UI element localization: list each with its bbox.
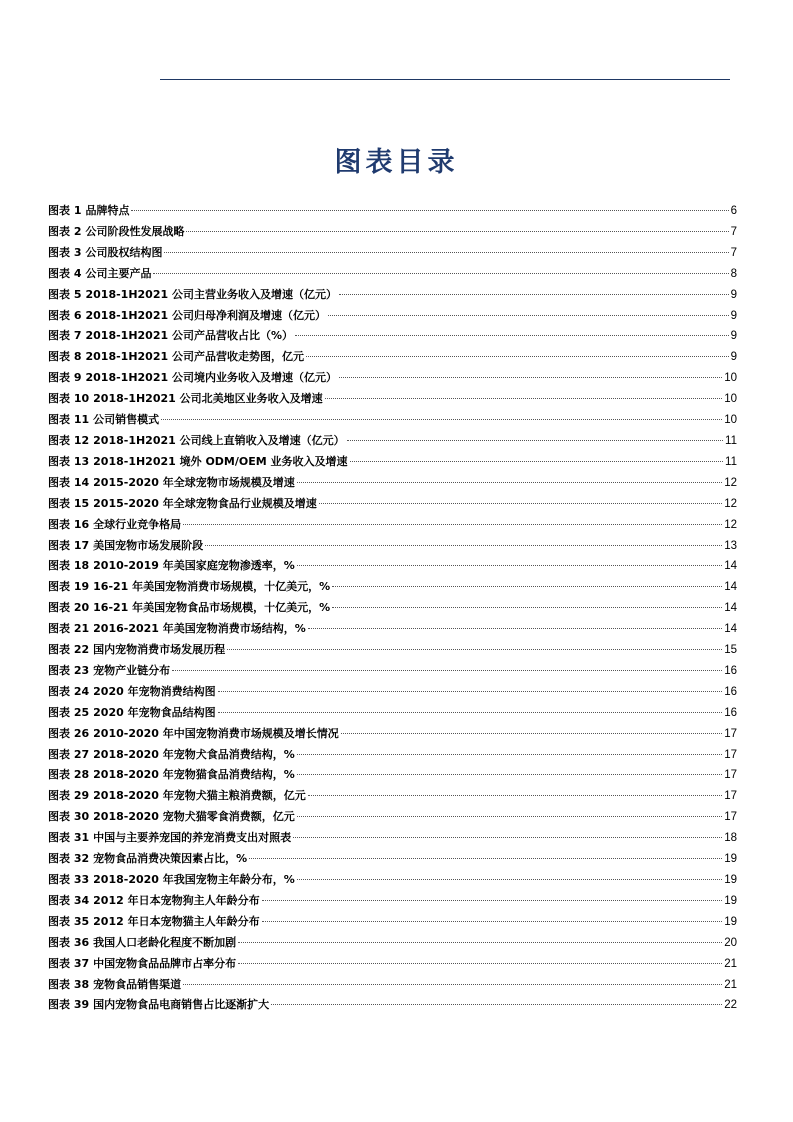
page-number: 7 [730,225,737,238]
toc-entry-label [48,494,317,515]
figure-title: 国内宠物消费市场发展历程 [93,643,226,657]
toc-entry[interactable] [48,306,737,327]
page-number: 11 [725,455,737,468]
figure-title: 16-21 年美国宠物消费市场规模，十亿美元，% [93,580,331,594]
figure-title: 2018-2020 年宠物猫食品消费结构，% [93,768,295,782]
figure-number: 图表 15 [48,496,90,510]
page-number: 17 [724,769,737,782]
figure-number: 图表 23 [48,663,90,677]
figure-number: 图表 2 [48,224,82,238]
figure-number: 图表 6 [48,308,82,322]
dot-leader [297,565,722,566]
dot-leader [249,858,722,859]
toc-entry[interactable] [48,577,737,598]
figure-number: 图表 28 [48,768,90,782]
toc-entry-label [48,849,247,870]
toc-entry[interactable] [48,849,737,870]
dot-leader [306,356,729,357]
page-number: 16 [724,706,737,719]
dot-leader [325,398,723,399]
toc-entry[interactable] [48,473,737,494]
figure-number: 图表 32 [48,852,90,866]
dot-leader [297,482,722,483]
page-number: 9 [730,330,737,343]
header-rule [160,79,730,80]
page-number: 16 [724,664,737,677]
toc-entry-label [48,619,306,640]
figure-number: 图表 30 [48,810,90,824]
page-number: 10 [724,372,737,385]
figure-number: 图表 3 [48,245,82,259]
figure-number: 图表 38 [48,977,90,991]
figure-number: 图表 7 [48,329,82,343]
figure-title: 2020 年宠物食品结构图 [93,705,216,719]
dot-leader [186,231,728,232]
figure-title: 2018-2020 宠物犬猫零食消费额，亿元 [93,810,295,824]
toc-entry-label [48,410,159,431]
dot-leader [238,942,722,943]
page-number: 10 [724,414,737,427]
dot-leader [227,649,722,650]
figure-title: 品牌特点 [85,204,130,217]
page-number: 19 [724,853,737,866]
toc-entry-label [48,661,170,682]
toc-entry-label [48,954,236,975]
toc-entry-label [48,536,203,557]
figure-number: 图表 24 [48,684,90,698]
page-number: 19 [724,874,737,886]
toc-entry-label [48,724,339,745]
toc-entry[interactable] [48,619,737,640]
toc-entry[interactable] [48,724,737,745]
figure-number: 图表 39 [48,998,90,1012]
page-number: 13 [724,539,737,552]
toc-entry[interactable] [48,326,737,347]
figure-number: 图表 27 [48,747,90,761]
figure-title: 全球行业竞争格局 [93,517,182,531]
dot-leader [131,210,728,211]
page-number: 12 [724,518,737,531]
figure-title: 2018-1H2021 公司主营业务收入及增速（亿元） [85,287,337,301]
figure-number: 图表 5 [48,287,82,301]
toc-entry-label [48,222,184,243]
figure-title: 2016-2021 年美国宠物消费市场结构，% [93,622,306,636]
toc-entry[interactable] [48,765,737,786]
page-number: 14 [724,623,737,636]
page-number: 9 [730,351,737,364]
figure-title: 2010-2019 年美国家庭宠物渗透率，% [93,559,295,573]
page-number: 17 [724,748,737,761]
figure-number: 图表 18 [48,559,90,573]
figure-number: 图表 11 [48,413,90,427]
dot-leader [183,984,722,985]
figure-title: 2018-2020 年宠物犬猫主粮消费额，亿元 [93,789,306,803]
toc-entry-label [48,285,337,306]
dot-leader [153,273,728,274]
dot-leader [172,670,722,671]
toc-entry-label [48,703,216,724]
toc-entry[interactable] [48,389,737,410]
toc-entry[interactable] [48,828,737,849]
toc-entry[interactable] [48,556,737,577]
toc-entry[interactable] [48,975,737,996]
dot-leader [218,712,723,713]
toc-entry[interactable] [48,264,737,285]
figure-title: 公司股权结构图 [85,245,163,259]
figure-number: 图表 8 [48,350,82,364]
toc-entry[interactable] [48,807,737,828]
toc-entry[interactable] [48,243,737,264]
page-number: 19 [724,915,737,928]
page-number: 11 [725,434,737,447]
toc-entry-label [48,556,295,577]
dot-leader [347,440,723,441]
toc-entry-label [48,431,345,452]
page-number: 14 [724,560,737,573]
dot-leader [297,774,722,775]
figure-number: 图表 4 [48,266,82,280]
figure-title: 2010-2020 年中国宠物消费市场规模及增长情况 [93,726,339,740]
figure-number: 图表 14 [48,475,90,489]
toc-entry[interactable] [48,933,737,954]
dot-leader [295,335,729,336]
figure-title: 2012 年日本宠物猫主人年龄分布 [93,914,260,928]
dot-leader [161,419,722,420]
figure-number: 图表 25 [48,705,90,719]
page-title: 图表目录 [334,147,459,178]
page-number: 7 [730,246,737,259]
toc-entry[interactable] [48,410,737,431]
figure-number: 图表 9 [48,371,82,385]
page-number: 20 [724,936,737,949]
page-number: 12 [724,476,737,489]
dot-leader [350,461,724,462]
toc-entry[interactable] [48,995,737,1016]
dot-leader [293,837,722,838]
toc-entry-label [48,682,216,703]
dot-leader [183,524,722,525]
figure-number: 图表 31 [48,831,90,845]
toc-entry-label [48,264,151,285]
page-number: 21 [724,957,737,970]
page-number: 17 [724,811,737,824]
figure-number: 图表 35 [48,914,90,928]
page-number: 14 [724,581,737,594]
figure-title: 2018-1H2021 公司归母净利润及增速（亿元） [85,308,326,322]
dot-leader [297,879,722,880]
toc-entry-label [48,326,293,347]
figure-number: 图表 12 [48,433,90,447]
figure-title: 2012 年日本宠物狗主人年龄分布 [93,893,260,907]
figure-number: 图表 37 [48,956,90,970]
toc-entry-label [48,389,323,410]
toc-entry-label [48,975,181,996]
figure-number: 图表 22 [48,643,90,657]
page-number: 16 [724,685,737,698]
toc-entry-label [48,786,306,807]
toc-entry-label [48,452,348,473]
toc-entry-label [48,368,337,389]
toc-entry[interactable] [48,786,737,807]
toc-entry[interactable] [48,682,737,703]
toc-entry-label [48,515,181,536]
page-number: 15 [724,644,737,657]
figure-title: 2018-1H2021 公司线上直销收入及增速（亿元） [93,433,345,447]
toc-entry-label [48,828,291,849]
toc-entry[interactable] [48,515,737,536]
figure-title: 我国人口老龄化程度不断加剧 [93,935,237,949]
figure-title: 中国宠物食品品牌市占率分布 [93,956,237,970]
figure-title: 2018-1H2021 公司境内业务收入及增速（亿元） [85,371,337,385]
dot-leader [297,754,722,755]
toc-entry[interactable] [48,494,737,515]
toc-entry[interactable] [48,912,737,933]
dot-leader [297,816,722,817]
page-number: 18 [724,832,737,845]
figure-title: 公司主要产品 [85,266,152,280]
dot-leader [328,315,729,316]
page-number: 21 [724,978,737,991]
dot-leader [339,294,729,295]
dot-leader [332,607,722,608]
dot-leader [238,963,722,964]
dot-leader [164,252,728,253]
dot-leader [308,795,722,796]
toc-entry[interactable] [48,452,737,473]
toc-entry[interactable] [48,598,737,619]
toc-entry[interactable] [48,870,737,891]
figure-number: 图表 19 [48,580,90,594]
toc-entry-label [48,201,129,222]
toc-entry-label [48,243,162,264]
figure-title: 2018-1H2021 境外 ODM/OEM 业务收入及增速 [93,454,348,468]
toc-entry[interactable] [48,745,737,766]
figure-title: 2018-2020 年宠物犬食品消费结构，% [93,747,295,761]
figure-title: 宠物产业链分布 [93,663,171,677]
dot-leader [262,900,723,901]
figure-title: 美国宠物市场发展阶段 [93,538,204,552]
figure-title: 2018-1H2021 公司北美地区业务收入及增速 [93,392,323,406]
page-number: 9 [730,288,737,301]
figure-title: 2018-2020 年我国宠物主年龄分布，% [93,873,295,886]
dot-leader [271,1004,722,1005]
toc-entry-label [48,598,330,619]
toc-entry[interactable] [48,661,737,682]
toc-entry-label [48,306,326,327]
toc-entry-label [48,891,260,912]
figure-number: 图表 26 [48,726,90,740]
page-number: 8 [730,267,737,280]
figure-number: 图表 29 [48,789,90,803]
figure-number: 图表 16 [48,517,90,531]
page-number: 17 [724,790,737,803]
figure-number: 图表 17 [48,538,90,552]
figure-number: 图表 33 [48,873,90,886]
figure-title: 2015-2020 年全球宠物市场规模及增速 [93,475,295,489]
toc-entry[interactable] [48,222,737,243]
figure-title: 宠物食品销售渠道 [93,977,182,991]
figure-title: 2015-2020 年全球宠物食品行业规模及增速 [93,496,317,510]
dot-leader [319,503,722,504]
toc-entry[interactable] [48,640,737,661]
figure-number: 图表 20 [48,601,90,615]
figure-title: 2020 年宠物消费结构图 [93,684,216,698]
toc-entry-label [48,577,330,598]
toc-entry-label [48,912,260,933]
dot-leader [218,691,723,692]
toc-entry[interactable] [48,201,737,222]
toc-entry[interactable] [48,703,737,724]
page-number: 6 [730,205,737,217]
toc-entry[interactable] [48,368,737,389]
figure-number: 图表 21 [48,622,90,636]
figure-number: 图表 10 [48,392,90,406]
figure-title: 16-21 年美国宠物食品市场规模，十亿美元，% [93,601,331,615]
dot-leader [308,628,722,629]
toc-entry-label [48,870,295,891]
dot-leader [332,586,722,587]
toc-entry-label [48,933,236,954]
table-of-figures [48,201,737,1016]
figure-title: 宠物食品消费决策因素占比，% [93,852,248,866]
page-number: 10 [724,393,737,406]
toc-entry[interactable] [48,431,737,452]
toc-entry[interactable] [48,347,737,368]
dot-leader [205,545,722,546]
toc-entry[interactable] [48,536,737,557]
page-number: 12 [724,497,737,510]
dot-leader [262,921,723,922]
page-number: 14 [724,602,737,615]
toc-entry[interactable] [48,954,737,975]
toc-entry-label [48,995,269,1016]
page-number: 9 [730,309,737,322]
toc-entry-label [48,347,304,368]
toc-entry[interactable] [48,891,737,912]
toc-entry[interactable] [48,285,737,306]
figure-number: 图表 36 [48,935,90,949]
toc-entry-label [48,640,225,661]
figure-title: 公司销售模式 [93,413,160,427]
toc-entry-label [48,765,295,786]
figure-title: 2018-1H2021 公司产品营收占比（%） [85,329,293,343]
toc-entry-label [48,807,295,828]
page-number: 19 [724,894,737,907]
figure-title: 2018-1H2021 公司产品营收走势图，亿元 [85,350,304,364]
dot-leader [339,377,722,378]
figure-title: 公司阶段性发展战略 [85,224,185,238]
page-number: 22 [724,999,737,1012]
figure-number: 图表 34 [48,893,90,907]
figure-number: 图表 1 [48,204,82,217]
dot-leader [341,733,722,734]
toc-entry-label [48,473,295,494]
figure-number: 图表 13 [48,454,90,468]
figure-title: 国内宠物食品电商销售占比逐渐扩大 [93,998,270,1012]
figure-title: 中国与主要养宠国的养宠消费支出对照表 [93,831,292,845]
toc-entry-label [48,745,295,766]
page-number: 17 [724,727,737,740]
